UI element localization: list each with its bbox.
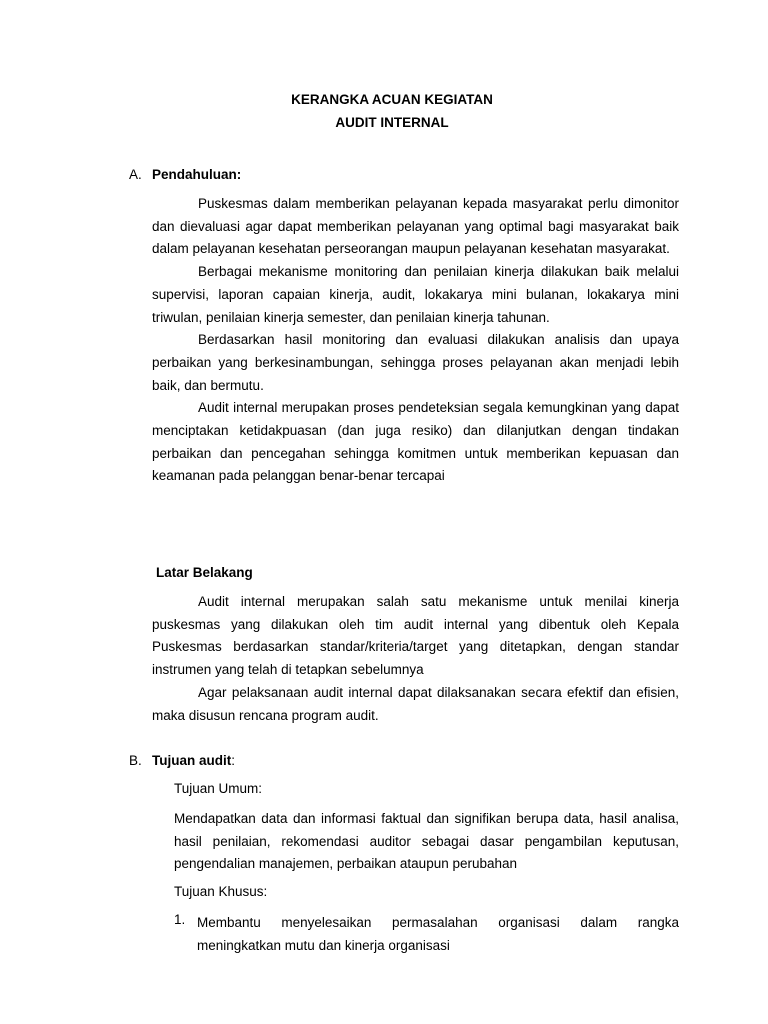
- doc-title-line2: AUDIT INTERNAL: [335, 115, 449, 130]
- tujuan-khusus-label: Tujuan Khusus:: [174, 884, 268, 899]
- section-b-marker: B.: [129, 753, 142, 768]
- section-b-heading: [152, 753, 235, 768]
- section-a-paragraph-4: Audit internal merupakan proses pendeteksian segala kemungkinan yang dapat menciptakan ketidakpuasan (dan juga resiko) dan dilanjutkan dengan tindakan perbaikan dan pencegahan sehingga komitmen untuk memberikan kepuasan dan keamanan pada pelanggan benar-benar tercapai: [152, 400, 679, 484]
- list-item-text: Membantu menyelesaikan permasalahan organisasi dalam rangka meningkatkan mutu dan kinerja organisasi: [197, 915, 679, 953]
- section-a-paragraph-3: Berdasarkan hasil monitoring dan evaluasi dilakukan analisis dan upaya perbaikan yang berkesinambungan, sehingga proses pelayanan akan menjadi lebih baik, dan bermutu.: [152, 332, 679, 393]
- list-item: [174, 912, 679, 957]
- section-a-marker: A.: [129, 167, 142, 182]
- section-a-paragraph-1: Puskesmas dalam memberikan pelayanan kepada masyarakat perlu dimonitor dan dievaluasi agar dapat memberikan pelayanan yang optimal bagi masyarakat baik dalam pelayanan kesehatan perseorangan maupun pelayanan kesehatan masyarakat.: [152, 196, 679, 257]
- latar-belakang-heading: Latar Belakang: [156, 565, 253, 580]
- latar-belakang-body: [152, 591, 679, 727]
- latar-belakang-paragraph-1: Audit internal merupakan salah satu mekanisme untuk menilai kinerja puskesmas yang dilakukan oleh tim audit internal yang dibentuk oleh Kepala Puskesmas berdasarkan standar/kriteria/target yang ditetapkan, dengan standar instrumen yang telah di tetapkan sebelumnya: [152, 594, 679, 678]
- list-item-number: 1.: [174, 912, 186, 927]
- tujuan-umum-label: Tujuan Umum:: [174, 781, 263, 796]
- section-b-heading-text: Tujuan audit: [152, 753, 232, 768]
- section-a-body: [152, 193, 679, 488]
- doc-title-line1: KERANGKA ACUAN KEGIATAN: [291, 92, 493, 107]
- section-a-heading: Pendahuluan:: [152, 167, 242, 182]
- latar-belakang-paragraph-2: Agar pelaksanaan audit internal dapat dilaksanakan secara efektif dan efisien, maka disusun rencana program audit.: [152, 684, 679, 723]
- tujuan-umum-body: [174, 808, 679, 876]
- tujuan-umum-text: Mendapatkan data dan informasi faktual dan signifikan berupa data, hasil analisa, hasil penilaian, rekomendasi auditor sebagai dasar pengambilan keputusan, pengendalian manajemen, perbaikan ataupun perubahan: [174, 811, 679, 872]
- section-b-heading-colon: :: [231, 753, 236, 768]
- section-a-paragraph-2: Berbagai mekanisme monitoring dan penilaian kinerja dilakukan baik melalui supervisi, laporan capaian kinerja, audit, lokakarya mini bulanan, lokakarya mini triwulan, penilaian kinerja semester, dan penilaian kinerja tahunan.: [152, 264, 679, 325]
